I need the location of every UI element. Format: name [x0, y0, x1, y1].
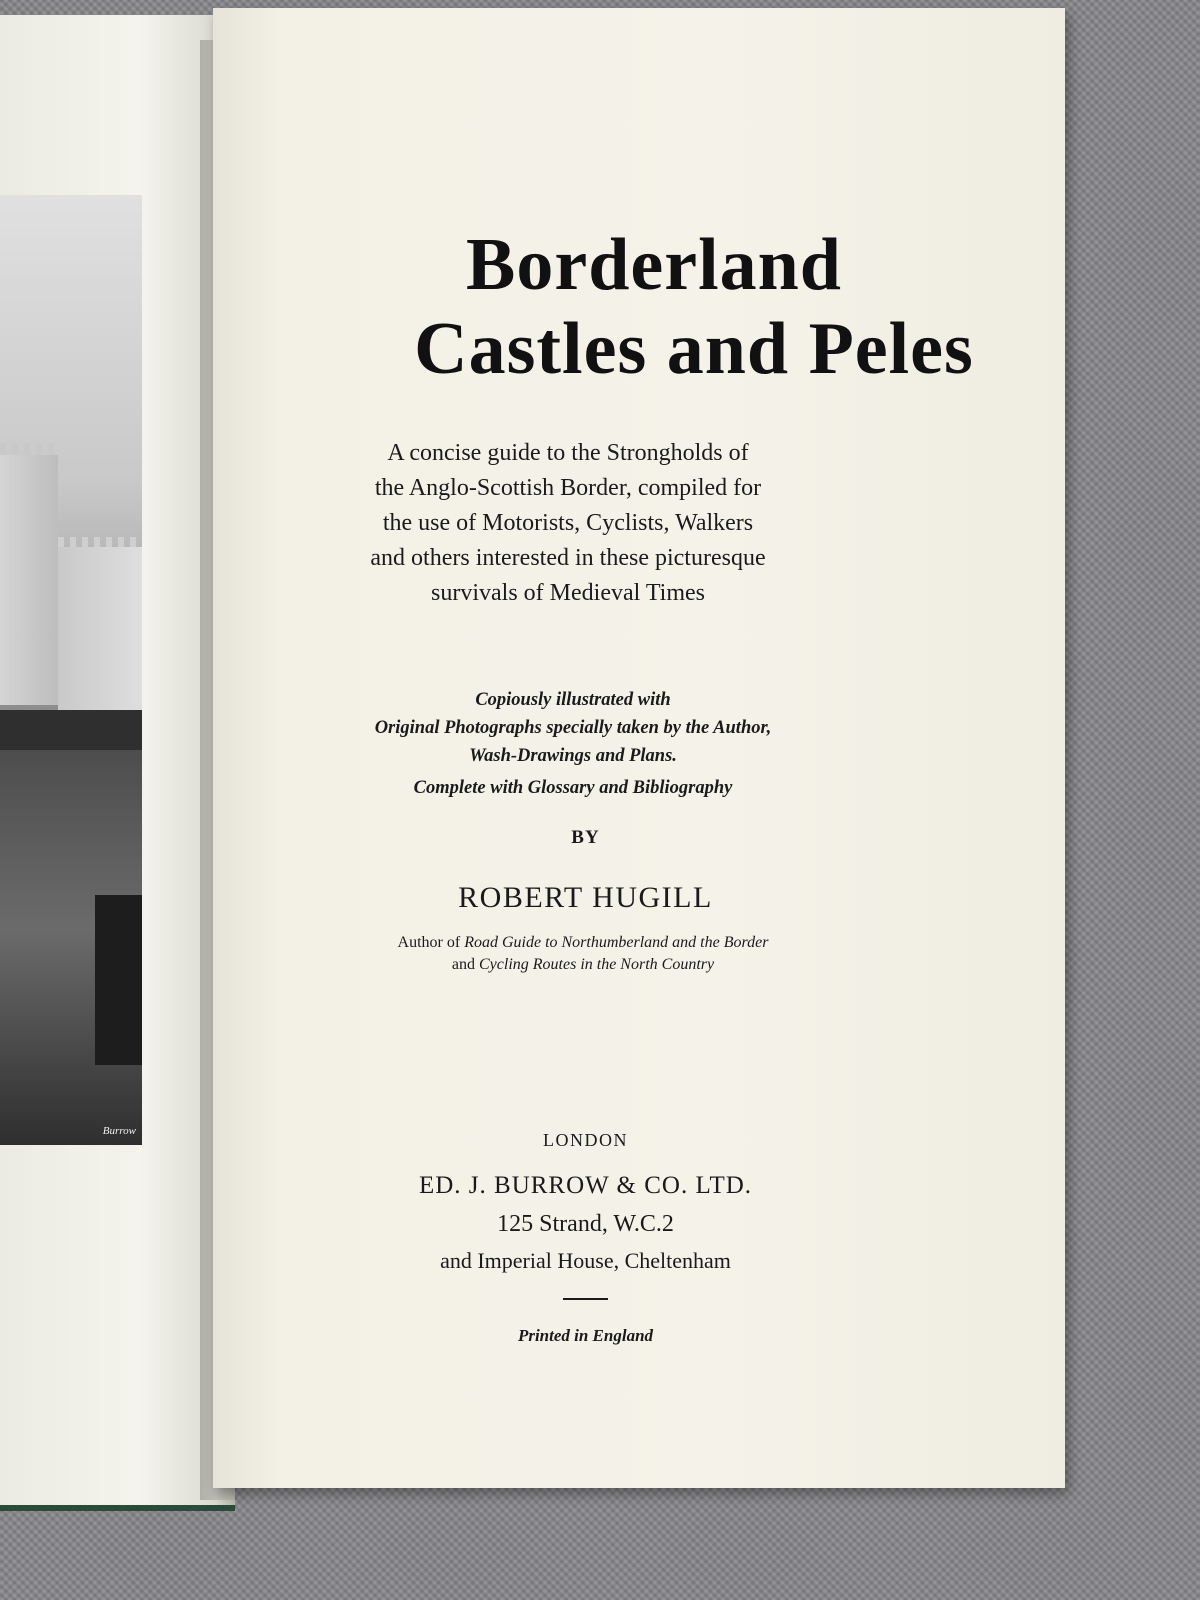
description-line: the Anglo-Scottish Border, compiled for — [374, 475, 762, 501]
illustration-line: Wash-Drawings and Plans. — [469, 746, 677, 766]
description-line: the use of Motorists, Cyclists, Walkers — [382, 510, 754, 536]
description-line: A concise guide to the Strongholds of — [387, 440, 749, 466]
author-name: ROBERT HUGILL — [458, 881, 713, 914]
contents-note: Complete with Glossary and Bibliography — [413, 778, 733, 798]
publisher-address-1: 125 Strand, W.C.2 — [497, 1211, 674, 1237]
divider — [563, 1298, 608, 1300]
publisher-address-2: and Imperial House, Cheltenham — [440, 1248, 731, 1273]
author-of-prefix: Author of — [397, 934, 465, 951]
author-of-and: and — [451, 956, 479, 973]
author-credit-line — [308, 954, 858, 976]
frontispiece-photo — [0, 195, 142, 1145]
title-page — [213, 8, 1065, 1488]
by-line: BY — [571, 827, 600, 848]
illustration-note — [293, 686, 853, 770]
photo-credit: Burrow — [102, 1125, 136, 1137]
illustration-line: Copiously illustrated with — [475, 690, 671, 710]
description-line: and others interested in these picturesque — [370, 545, 766, 571]
castle-wall — [0, 710, 142, 750]
book-description — [308, 436, 828, 611]
castle-tower — [0, 455, 58, 705]
publisher-city: LONDON — [543, 1130, 628, 1150]
castle-keep — [58, 547, 142, 717]
title-line-1: Borderland — [466, 224, 842, 306]
title-line-2: Castles and Peles — [414, 308, 974, 390]
gate-post — [95, 895, 142, 1065]
author-work-2: Cycling Routes in the North Country — [479, 956, 715, 973]
description-line: survivals of Medieval Times — [431, 580, 705, 606]
author-credit-line — [308, 932, 858, 954]
author-credits — [308, 932, 858, 976]
book-title — [213, 223, 1065, 391]
publisher-name: ED. J. BURROW & CO. LTD. — [418, 1172, 753, 1199]
printed-note: Printed in England — [517, 1326, 654, 1345]
author-work-1: Road Guide to Northumberland and the Border — [464, 934, 769, 951]
illustration-line: Original Photographs specially taken by the Author, — [374, 718, 772, 738]
